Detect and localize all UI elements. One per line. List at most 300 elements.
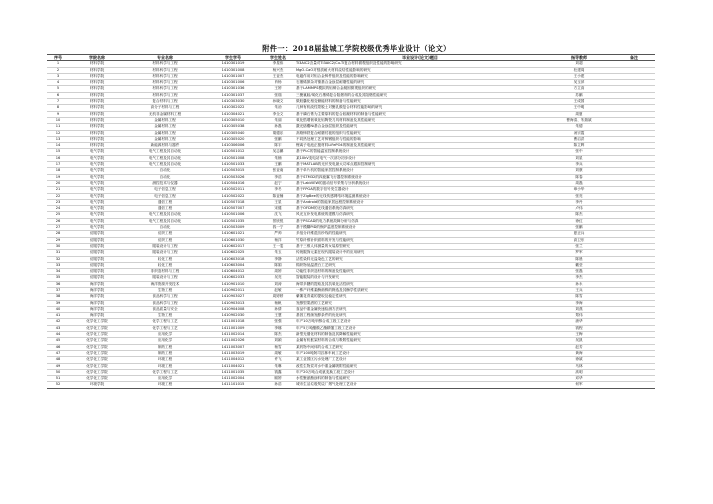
cell-student-name: 朱琳 <box>261 363 295 369</box>
cell-thesis-title: Ti3AlC2含量对Ti3AlC2/Cu-Ti复合材料微观组织及性能的影响研究 <box>295 61 545 67</box>
cell-advisor: 卢伟 <box>545 206 613 212</box>
cell-major: 金属材料工程 <box>125 124 205 130</box>
cell-student-id: 1410305040 <box>205 130 261 136</box>
cell-college: 电气学院 <box>69 212 125 218</box>
cell-advisor: 吴凯 <box>545 338 613 344</box>
cell-thesis-title: 一株产纤维素酶菌株的筛选及其酶学性质研究 <box>295 287 545 293</box>
cell-college: 电气学院 <box>69 155 125 161</box>
cell-student-name: 孙倩 <box>261 306 295 312</box>
cell-thesis-title: 几种有机改性蒙脱土对聚乳酸复合材料性能影响的研究 <box>295 105 545 111</box>
cell-student-name: 吴亮 <box>261 275 295 281</box>
table-body <box>47 61 655 388</box>
cell-major: 制药工程 <box>125 344 205 350</box>
cell-student-id: 1410902030 <box>205 313 261 319</box>
cell-index: 6 <box>47 92 69 98</box>
cell-thesis-title: 智能服装的设计与开发研究 <box>295 275 545 281</box>
cell-thesis-title: 石墨烯掺杂对镍基合金涂层耐磨性能的研究 <box>295 80 545 86</box>
cell-index: 22 <box>47 193 69 199</box>
cell-thesis-title: 基于单片机的智能家居控制系统设计 <box>295 168 545 174</box>
cell-index: 30 <box>47 243 69 249</box>
cell-index: 24 <box>47 206 69 212</box>
cell-advisor: 郑伟 <box>545 313 613 319</box>
cell-student-name: 严帅 <box>261 231 295 237</box>
cell-major: 电气工程及其自动化 <box>125 155 205 161</box>
cell-thesis-title: 传统服饰元素在现代服装设计中的应用研究 <box>295 250 545 256</box>
cell-thesis-title: 基于PSCAD的电力系统故障分析与仿真 <box>295 218 545 224</box>
cell-thesis-title: 某10kV变电站电气一次部分初步设计 <box>295 155 545 161</box>
cell-student-id: 1411003007 <box>205 344 261 350</box>
cell-student-id: 1410501033 <box>205 162 261 168</box>
cell-student-name: 周婷 <box>261 269 295 275</box>
cell-student-id: 1411002026 <box>205 338 261 344</box>
cell-major: 电气工程及其自动化 <box>125 218 205 224</box>
cell-student-name: 孙磊 <box>261 124 295 130</box>
cell-thesis-title: 金属有机框架材料的合成与吸附性能研究 <box>295 338 545 344</box>
cell-student-id: 1410306006 <box>205 143 261 149</box>
cell-index: 33 <box>47 262 69 268</box>
cell-student-name: 王一雯 <box>261 243 295 249</box>
cell-college: 化学化工学院 <box>69 332 125 338</box>
cell-college: 纺服学院 <box>69 256 125 262</box>
cell-thesis-title: 基因工程菌发酵条件的优化研究 <box>295 313 545 319</box>
award-table <box>47 54 655 389</box>
cell-student-name: 朱玉 <box>261 250 295 256</box>
cell-thesis-title: 活性染料无盐染色工艺的研究 <box>295 256 545 262</box>
cell-major: 电气工程及其自动化 <box>125 162 205 168</box>
cell-student-name: 杨洋 <box>261 237 295 243</box>
cell-advisor: 张亮 <box>545 193 613 199</box>
cell-advisor: 李杰 <box>545 275 613 281</box>
cell-college: 材料学院 <box>69 105 125 111</box>
cell-major: 食品科学与工程 <box>125 300 205 306</box>
cell-student-name: 王婷 <box>261 86 295 92</box>
cell-college: 材料学院 <box>69 92 125 98</box>
cell-advisor: 张中 <box>545 149 613 155</box>
cell-student-name: 周婷婷 <box>261 294 295 300</box>
cell-college: 电气学院 <box>69 218 125 224</box>
cell-college: 电气学院 <box>69 199 125 205</box>
cell-index: 2 <box>47 67 69 73</box>
cell-advisor: 李海 <box>545 300 613 306</box>
cell-college: 化学化工学院 <box>69 363 125 369</box>
cell-major: 环境工程 <box>125 357 205 363</box>
cell-student-id: 1411001018 <box>205 319 261 325</box>
cell-advisor: 刘超 <box>545 61 613 67</box>
cell-college: 化学化工学院 <box>69 357 125 363</box>
cell-major: 材料科学与工程 <box>125 86 205 92</box>
cell-advisor: 高明 <box>545 369 613 375</box>
cell-index: 28 <box>47 231 69 237</box>
cell-student-name: 王鹏 <box>261 162 295 168</box>
cell-advisor: 夏正兵 <box>545 231 613 237</box>
cell-thesis-title: 水性聚氨酯涂料的制备与性能研究 <box>295 376 545 382</box>
cell-thesis-title: 基于FPGA的数字信号发生器设计 <box>295 187 545 193</box>
cell-index: 44 <box>47 332 69 338</box>
cell-index: 4 <box>47 80 69 86</box>
cell-index: 13 <box>47 136 69 142</box>
cell-student-id: 1410902011 <box>205 287 261 293</box>
cell-major: 金属材料工程 <box>125 117 205 123</box>
cell-advisor: 张兰 <box>545 243 613 249</box>
cell-student-name: 陈杰 <box>261 332 295 338</box>
cell-thesis-title: 年产100吨阿司匹林车间工艺设计 <box>295 350 545 356</box>
cell-college: 化学化工学院 <box>69 338 125 344</box>
cell-thesis-title: MgO-CaO对镁质耐火材料烧结性能影响的研究 <box>295 67 545 73</box>
cell-advisor: 刘康 <box>545 168 613 174</box>
cell-advisor: 黄海 <box>545 350 613 356</box>
cell-thesis-title: 紫薯花青素的提取及稳定性研究 <box>295 294 545 300</box>
cell-major: 应用化学 <box>125 338 205 344</box>
cell-student-id: 1410301006 <box>205 80 261 86</box>
cell-major: 测控技术与仪器 <box>125 180 205 186</box>
cell-college: 纺服学院 <box>69 231 125 237</box>
cell-index: 18 <box>47 168 69 174</box>
cell-major: 非织造材料与工程 <box>125 269 205 275</box>
cell-major: 无机非金属材料工程 <box>125 111 205 117</box>
cell-advisor: 罗军 <box>545 250 613 256</box>
cell-advisor: 王小建 <box>545 73 613 79</box>
cell-student-name: 朱治 <box>261 105 295 111</box>
cell-thesis-title: 基于Android的智能家居远程控制系统设计 <box>295 199 545 205</box>
cell-college: 材料学院 <box>69 124 125 130</box>
cell-advisor: 张磊 <box>545 269 613 275</box>
cell-major: 材料科学与工程 <box>125 61 205 67</box>
cell-major: 化学工程与工艺 <box>125 319 205 325</box>
cell-major: 通信工程 <box>125 199 205 205</box>
cell-student-name: 张强 <box>261 319 295 325</box>
cell-index: 37 <box>47 287 69 293</box>
cell-student-name: 蔡欣悦 <box>261 218 295 224</box>
cell-student-name: 顾婷 <box>261 376 295 382</box>
cell-thesis-title: 某药物中间体的合成工艺研究 <box>295 344 545 350</box>
cell-student-name: 宋健 <box>261 206 295 212</box>
cell-major: 材料科学与工程 <box>125 92 205 98</box>
cell-thesis-title: 基于OFDM的无线通信系统仿真研究 <box>295 206 545 212</box>
cell-thesis-title: 高铬铸铁复合耐磨衬板的组织与性能研究 <box>295 130 545 136</box>
cell-thesis-title: 基于STM32的四旋翼飞行器控制系统设计 <box>295 174 545 180</box>
cell-index: 3 <box>47 73 69 79</box>
header-thesis-title: 毕业设计(论文)题目 <box>295 55 545 61</box>
cell-thesis-title: 基于LAMMPS模拟的铝铜合金凝固微观组织的研究 <box>295 86 545 92</box>
cell-advisor: 方立高 <box>545 86 613 92</box>
cell-student-id: 1410903013 <box>205 300 261 306</box>
cell-thesis-title: 发酵型果酒的工艺研究 <box>295 300 545 306</box>
cell-index: 48 <box>47 357 69 363</box>
cell-major: 金属材料工程 <box>125 130 205 136</box>
header-major: 专业名称 <box>125 55 205 61</box>
cell-advisor: 王成国 <box>545 99 613 105</box>
cell-index: 49 <box>47 363 69 369</box>
cell-student-id: 1410301008 <box>205 67 261 73</box>
cell-student-id: 1410304021 <box>205 111 261 117</box>
cell-thesis-title: 基于ZigBee的无线传感网络环境监测系统设计 <box>295 193 545 199</box>
cell-major: 应用化学 <box>125 332 205 338</box>
cell-thesis-title: 多组分纤维混纺纱线的性能研究 <box>295 231 545 237</box>
cell-student-id: 1410501035 <box>205 218 261 224</box>
cell-index: 32 <box>47 256 69 262</box>
cell-student-name: 钱鑫 <box>261 369 295 375</box>
cell-student-id: 1410502011 <box>205 187 261 193</box>
cell-student-id: 1410503015 <box>205 168 261 174</box>
cell-index: 45 <box>47 338 69 344</box>
cell-student-name: 李星伟 <box>261 61 295 67</box>
cell-student-id: 1410301019 <box>205 61 261 67</box>
header-remark: 备注 <box>613 55 655 61</box>
cell-major: 食品质量与安全 <box>125 306 205 312</box>
cell-student-name: 王慧 <box>261 313 295 319</box>
cell-advisor: 马林 <box>545 363 613 369</box>
cell-student-name: 张鹏 <box>261 136 295 142</box>
cell-major: 材料科学与工程 <box>125 67 205 73</box>
cell-college: 材料学院 <box>69 80 125 86</box>
cell-college: 化学化工学院 <box>69 369 125 375</box>
cell-student-name: 刘涛 <box>261 281 295 287</box>
cell-student-id: 1411002014 <box>205 332 261 338</box>
cell-advisor: 钱程 <box>545 325 613 331</box>
cell-college: 电气学院 <box>69 187 125 193</box>
cell-major: 制药工程 <box>125 350 205 356</box>
cell-student-name: 陈娟 <box>261 262 295 268</box>
cell-college: 电气学院 <box>69 168 125 174</box>
cell-major: 金属材料工程 <box>125 136 205 142</box>
cell-major: 电子信息工程 <box>125 193 205 199</box>
cell-index: 42 <box>47 319 69 325</box>
cell-thesis-title: 海带多糖的提取及其抗氧化活性研究 <box>295 281 545 287</box>
cell-student-name: 杨雪 <box>261 344 295 350</box>
cell-student-id: 1410507007 <box>205 206 261 212</box>
cell-student-id: 1411001009 <box>205 325 261 331</box>
cell-college: 材料学院 <box>69 99 125 105</box>
cell-college: 材料学院 <box>69 73 125 79</box>
cell-index: 26 <box>47 218 69 224</box>
cell-remark <box>613 382 655 388</box>
cell-index: 11 <box>47 124 69 130</box>
cell-student-id: 1411004021 <box>205 363 261 369</box>
cell-college: 材料学院 <box>69 117 125 123</box>
cell-advisor: 苏鹏 <box>545 92 613 98</box>
cell-student-id: 1410305010 <box>205 117 261 123</box>
header-college: 学院名称 <box>69 55 125 61</box>
cell-advisor: 戴莹 <box>545 262 613 268</box>
cell-advisor: 陈杰 <box>545 212 613 218</box>
cell-college: 电气学院 <box>69 225 125 231</box>
cell-index: 46 <box>47 344 69 350</box>
cell-student-name: 杨帆 <box>261 300 295 306</box>
cell-advisor: 刘燕 <box>545 306 613 312</box>
cell-student-id: 1410503009 <box>205 225 261 231</box>
cell-index: 35 <box>47 275 69 281</box>
cell-index: 19 <box>47 174 69 180</box>
cell-advisor: 何军 <box>545 382 613 388</box>
cell-college: 材料学院 <box>69 136 125 142</box>
cell-index: 17 <box>47 162 69 168</box>
cell-student-id: 1411003019 <box>205 350 261 356</box>
cell-major: 纺织工程 <box>125 231 205 237</box>
cell-thesis-title: 氧化锆增韧氧化铝陶瓷刀具材料制备及其性能研究 <box>295 117 545 123</box>
cell-index: 38 <box>47 294 69 300</box>
cell-student-id: 1410303030 <box>205 99 261 105</box>
cell-major: 轻化工程 <box>125 262 205 268</box>
cell-thesis-title: 城市生活垃圾焚烧厂烟气处理工艺设计 <box>295 382 545 388</box>
cell-index: 43 <box>47 325 69 331</box>
cell-college: 化学化工学院 <box>69 319 125 325</box>
cell-college: 海洋学院 <box>69 300 125 306</box>
cell-college: 化学化工学院 <box>69 376 125 382</box>
cell-student-id: 1410504016 <box>205 180 261 186</box>
cell-advisor: 陈春 <box>545 174 613 180</box>
cell-major: 复合材料与工程 <box>125 99 205 105</box>
cell-student-id: 1410603004 <box>205 262 261 268</box>
cell-college: 环境学院 <box>69 382 125 388</box>
cell-thesis-title: 锂离子电池正极材料LiFePO4的制备及其性能研究 <box>295 143 545 149</box>
cell-major: 轻化工程 <box>125 256 205 262</box>
cell-index: 29 <box>47 237 69 243</box>
cell-student-id: 1410305038 <box>205 124 261 130</box>
cell-thesis-title: 基于磷石膏为主要原料的复合胶凝材料的制备与性能研究 <box>295 111 545 117</box>
cell-student-id: 1410602033 <box>205 275 261 281</box>
cell-student-id: 1410601030 <box>205 237 261 243</box>
cell-advisor: 曹启洪 <box>545 136 613 142</box>
cell-index: 27 <box>47 225 69 231</box>
cell-student-name: 沈飞 <box>261 212 295 218</box>
cell-student-name: 赵宁 <box>261 180 295 186</box>
cell-college: 材料学院 <box>69 61 125 67</box>
cell-major: 服装设计与工程 <box>125 275 205 281</box>
cell-advisor: 高卫东 <box>545 237 613 243</box>
cell-major: 自动化 <box>125 174 205 180</box>
cell-major: 材料科学与工程 <box>125 73 205 79</box>
cell-student-id: 1410501006 <box>205 212 261 218</box>
cell-student-id: 1410503026 <box>205 174 261 180</box>
cell-college: 电气学院 <box>69 193 125 199</box>
cell-index: 5 <box>47 86 69 92</box>
cell-student-name: 钱一宁 <box>261 225 295 231</box>
cell-advisor: 汤宗霞 <box>545 130 613 136</box>
cell-student-name: 李全文 <box>261 111 295 117</box>
cell-student-name: 李冬 <box>261 187 295 193</box>
cell-thesis-title: 功能性非织造材料的制备及性能研究 <box>295 269 545 275</box>
cell-major: 海洋资源开发技术 <box>125 281 205 287</box>
cell-student-id: 1411101015 <box>205 382 261 388</box>
cell-advisor: 王梅 <box>545 332 613 338</box>
cell-major: 电气工程及其自动化 <box>125 149 205 155</box>
cell-advisor: 李丹 <box>545 199 613 205</box>
cell-student-name: 李静 <box>261 256 295 262</box>
cell-student-id: 1410904008 <box>205 306 261 312</box>
cell-thesis-title: 基于MATLAB的光伏发电最大功率点跟踪控制研究 <box>295 162 545 168</box>
cell-major: 环境工程 <box>125 363 205 369</box>
cell-college: 化学化工学院 <box>69 325 125 331</box>
cell-major: 纺织工程 <box>125 237 205 243</box>
cell-college: 电气学院 <box>69 162 125 168</box>
cell-index: 23 <box>47 199 69 205</box>
cell-index: 50 <box>47 369 69 375</box>
cell-advisor: 刘星 <box>545 155 613 161</box>
cell-index: 14 <box>47 143 69 149</box>
cell-student-id: 1410603018 <box>205 256 261 262</box>
cell-student-id: 1410301036 <box>205 86 261 92</box>
cell-thesis-title: 新型光催化材料的制备及其降解性能研究 <box>295 332 545 338</box>
cell-advisor: 曹海清、朱瑞斌 <box>545 117 613 123</box>
cell-college: 纺服学院 <box>69 237 125 243</box>
cell-advisor: 王兵 <box>545 287 613 293</box>
cell-student-id: 1410301007 <box>205 73 261 79</box>
cell-index: 7 <box>47 99 69 105</box>
cell-student-name: 肖杨 <box>261 80 295 86</box>
cell-college: 海洋学院 <box>69 281 125 287</box>
table-row <box>47 382 655 388</box>
cell-major: 生物工程 <box>125 287 205 293</box>
cell-index: 10 <box>47 117 69 123</box>
cell-student-id: 1410301037 <box>205 92 261 98</box>
cell-college: 电气学院 <box>69 174 125 180</box>
cell-advisor: 徐红 <box>545 218 613 224</box>
cell-college: 材料学院 <box>69 111 125 117</box>
cell-index: 34 <box>47 269 69 275</box>
cell-major: 化学工程与工艺 <box>125 369 205 375</box>
cell-advisor: 张鹏 <box>545 225 613 231</box>
cell-student-name: 孙浩 <box>261 382 295 388</box>
cell-college: 材料学院 <box>69 143 125 149</box>
cell-index: 16 <box>47 155 69 161</box>
cell-student-name: 王星 <box>261 199 295 205</box>
cell-thesis-title: 食品中重金属快速检测方法研究 <box>295 306 545 312</box>
cell-major: 生物工程 <box>125 313 205 319</box>
cell-student-name: 刘颖 <box>261 338 295 344</box>
cell-student-name: 陈宇 <box>261 143 295 149</box>
cell-index: 41 <box>47 313 69 319</box>
cell-major: 通信工程 <box>125 206 205 212</box>
cell-index: 51 <box>47 376 69 382</box>
cell-thesis-title: 基于PLC的智能温室控制系统设计 <box>295 149 545 155</box>
cell-college: 材料学院 <box>69 67 125 73</box>
cell-thesis-title: 基于LabVIEW的振动信号采集与分析系统设计 <box>295 180 545 186</box>
cell-index: 21 <box>47 187 69 193</box>
cell-college: 海洋学院 <box>69 306 125 312</box>
cell-student-id: 1410602025 <box>205 250 261 256</box>
cell-advisor: 陈雪 <box>545 294 613 300</box>
cell-student-id: 1410302022 <box>205 105 261 111</box>
cell-college: 电气学院 <box>69 206 125 212</box>
cell-thesis-title: 风光互补发电系统的建模与仿真研究 <box>295 212 545 218</box>
header-student-id: 学生学号 <box>205 55 261 61</box>
cell-thesis-title: 激光熔覆Ni基合金涂层组织及性能研究 <box>295 124 545 130</box>
cell-student-name: 胡德乐 <box>261 130 295 136</box>
cell-student-id: 1411004012 <box>205 357 261 363</box>
cell-index: 25 <box>47 212 69 218</box>
cell-advisor: 吴玉萍 <box>545 80 613 86</box>
cell-college: 电气学院 <box>69 180 125 186</box>
cell-college: 电气学院 <box>69 149 125 155</box>
cell-student-name: 陈亚楠 <box>261 193 295 199</box>
cell-student-name: 朱楠 <box>261 155 295 161</box>
cell-college: 纺服学院 <box>69 243 125 249</box>
cell-index: 20 <box>47 180 69 186</box>
cell-advisor: 唐华 <box>545 319 613 325</box>
cell-advisor: 朱德 <box>545 124 613 130</box>
cell-advisor: 徐斌 <box>545 357 613 363</box>
cell-college: 海洋学院 <box>69 313 125 319</box>
cell-index: 36 <box>47 281 69 287</box>
cell-student-id: 1410604012 <box>205 269 261 275</box>
cell-college: 化学化工学院 <box>69 344 125 350</box>
cell-student-name: 孙晓文 <box>261 99 295 105</box>
cell-college: 纺服学院 <box>69 250 125 256</box>
cell-advisor: 赵芳 <box>545 344 613 350</box>
cell-advisor: 章小华 <box>545 187 613 193</box>
cell-advisor: 杜建周 <box>545 67 613 73</box>
cell-student-id: 1410507018 <box>205 199 261 205</box>
